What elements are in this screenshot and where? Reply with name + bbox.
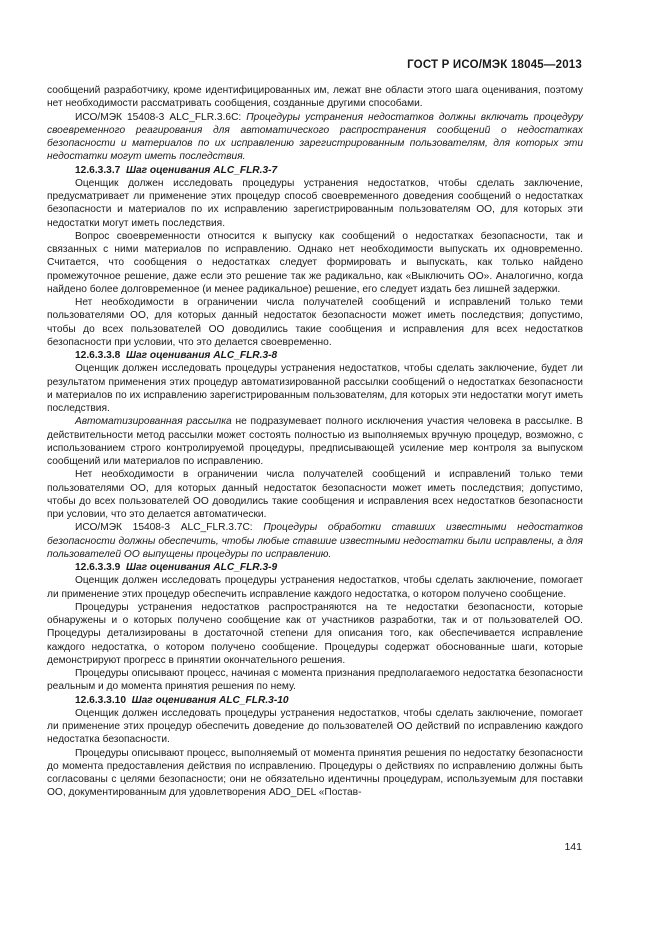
section-heading: [47, 349, 583, 362]
italic-text: Процедуры обработки ставших известными недостатков безопасности должны обеспечить, чтобы любые ставшие известными недостатки были исправлены, а для пользователей ОО выпущены процедуры по исправлению.: [47, 522, 583, 560]
body-paragraph: [47, 111, 583, 164]
text-run: Нет необходимости в ограничении числа получателей сообщений и исправлений только теми пользователями ОО, для которых данный недостаток безопасности может иметь последствия; допустимо, чтобы до всех пользователей ОО доводились такие сообщения и исправления для всех недостатков безопасности при условии, что это делается своевременно.: [47, 297, 583, 348]
body-paragraph: [47, 230, 583, 296]
text-run: ИСО/МЭК 15408-3 ALC_FLR.3.7С:: [75, 522, 264, 534]
text-run: Процедуры устранения недостатков распространяются на те недостатки безопасности, которые обнаружены и о которых получено сообщение как от участников разработки, так и от пользователей ОО. Процедуры детализированы в достаточной степени для описания того, как обеспечивается исправление каждого недостатка, о котором получено сообщение. Процедуры содержат обоснованные шаги, которые демонстрируют прогресс в принятии окончательного решения.: [47, 601, 583, 666]
body-paragraph: [47, 177, 583, 230]
section-number: 12.6.3.3.9: [75, 562, 121, 573]
section-number: 12.6.3.3.8: [75, 350, 121, 361]
body-paragraph: [47, 601, 583, 667]
section-title: Шаг оценивания ALC_FLR.3-9: [126, 562, 278, 573]
body-paragraph: [47, 574, 583, 601]
body-paragraph: [47, 521, 583, 561]
body-paragraph: [47, 747, 583, 800]
section-number: 12.6.3.3.7: [75, 164, 121, 176]
text-run: Оценщик должен исследовать процедуры устранения недостатков, чтобы сделать заключение, предусматривает ли применение этих процедур способ своевременного доведения сообщений о недостатках безопасности и материалов по их исправлению зарегистрированным пользователям ОО, для которых эти недостатки могут иметь последствия.: [47, 177, 583, 229]
text-run: Оценщик должен исследовать процедуры устранения недостатков, чтобы сделать заключение, помогает ли применение этих процедур обеспечить исправление каждого недостатка, о котором получено сообщение.: [47, 575, 583, 600]
body-paragraph: [47, 667, 583, 694]
section-number: 12.6.3.3.10: [75, 694, 126, 706]
text-run: Оценщик должен исследовать процедуры устранения недостатков, чтобы сделать заключение, помогает ли применение этих процедур обеспечить доведение до пользователей ОО действий по исправлению каждого недостатка безопасности.: [47, 707, 583, 746]
section-title: Шаг оценивания ALC_FLR.3-10: [131, 694, 289, 706]
section-title: Шаг оценивания ALC_FLR.3-7: [126, 164, 278, 176]
text-run: Нет необходимости в ограничении числа получателей сообщений и исправлений только теми пользователями ОО, для которых данный недостаток безопасности может иметь последствия; допустимо, чтобы до всех пользователей ОО доводились такие сообщения и исправления всех недостатков безопасности при условии, что это делается автоматически.: [47, 469, 583, 520]
italic-text: Процедуры устранения недостатков должны включать процедуру своевременного реагирования для автоматического распространения сообщений о недостатках безопасности и материалов по их исправлению зарегистрированным пользователям, для которых эти недостатки могут иметь последствия.: [47, 111, 584, 163]
text-run: ИСО/МЭК 15408-3 ALC_FLR.3.6С:: [75, 111, 247, 123]
italic-text: Автоматизированная рассылка: [75, 416, 232, 428]
section-title: Шаг оценивания ALC_FLR.3-8: [126, 350, 278, 361]
section-heading: [47, 694, 583, 707]
body-paragraph: [47, 362, 583, 415]
body-paragraph: [47, 468, 583, 521]
text-run: сообщений разработчику, кроме идентифицированных им, лежат вне области этого шага оценивания, поэтому нет необходимости рассматривать сообщения, созданные другими способами.: [47, 85, 583, 110]
standard-header: ГОСТ Р ИСО/МЭК 18045—2013: [407, 59, 582, 71]
document-body: [47, 84, 583, 800]
body-paragraph: [47, 84, 583, 111]
text-run: Вопрос своевременности относится к выпуску как сообщений о недостатках безопасности, так и связанных с ними материалов по исправлению. Однако нет необходимости выпускать их одновременно. Считается, что сообщения о недостатках следует формировать и выпускать, как только найдено промежуточное решение, даже если это решение так же радикально, как «Выключить ОО». Аналогично, когда найдено более долговременное (и менее радикальное) решение, его следует издать без лишней задержки.: [47, 230, 583, 295]
page-number: 141: [564, 841, 582, 853]
text-run: не подразумевает полного исключения участия человека в рассылке. В действительности метод рассылки может состоять полностью из выполняемых вручную процедур, возможно, с использованием строго контролируемой процедуры, предписывающей усиление мер контроля за выпуском сообщений или материалов по исправлению.: [47, 416, 584, 467]
body-paragraph: [47, 296, 583, 349]
body-paragraph: [47, 415, 583, 468]
text-run: Оценщик должен исследовать процедуры устранения недостатков, чтобы сделать заключение, будет ли результатом применения этих процедур автоматизированной рассылки сообщений о недостатках безопасности и материалов по их исправлению зарегистрированным пользователям, для которых эти недостатки могут иметь последствия.: [47, 363, 583, 414]
section-heading: [47, 164, 583, 177]
text-run: Процедуры описывают процесс, начиная с момента признания предполагаемого недостатка безопасности реальным и до момента принятия решения по нему.: [47, 668, 583, 693]
text-run: Процедуры описывают процесс, выполняемый от момента принятия решения по недостатку безопасности до момента предоставления действия по исправлению. Процедуры о действиях по исправлению должны быть согласованы с целями безопасности; они не обязательно идентичны процедурам, используемым для поставки ОО, документированным для удовлетворения ADO_DEL «Постав-: [47, 747, 583, 799]
body-paragraph: [47, 707, 583, 747]
section-heading: [47, 561, 583, 574]
